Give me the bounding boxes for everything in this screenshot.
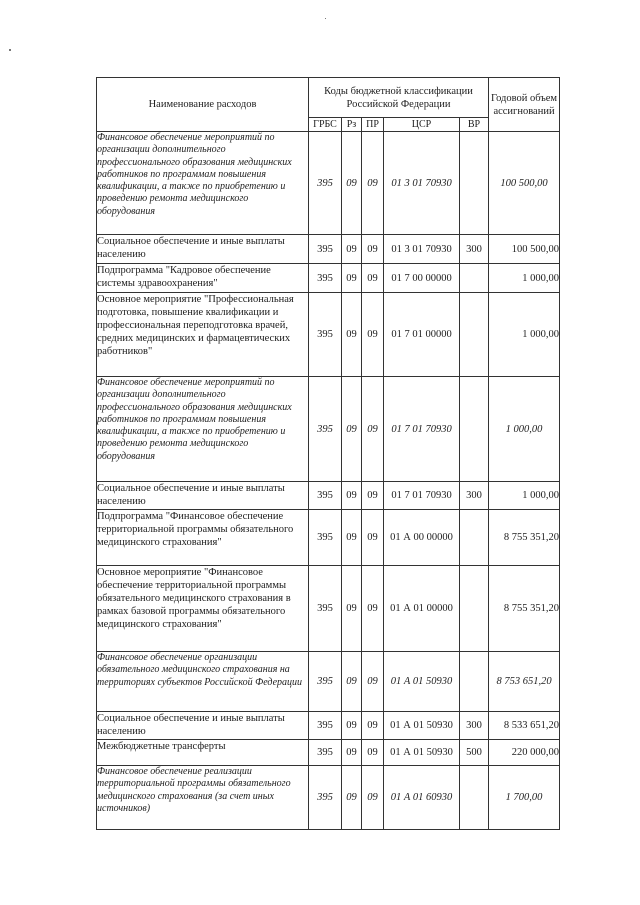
row-amount: 8 753 651,20 (489, 652, 560, 712)
table-row (97, 766, 560, 830)
header-volume: Годовой объем ассигнований (489, 78, 560, 132)
row-pr: 09 (362, 740, 384, 766)
row-pr: 09 (362, 264, 384, 293)
row-amount: 1 000,00 (489, 377, 560, 482)
row-amount: 8 755 351,20 (489, 510, 560, 566)
table-row (97, 264, 560, 293)
row-name: Финансовое обеспечение мероприятий по организации дополнительного профессионального образования медицинских работников по программам повышения квалификации, а также по приобретению и проведению ремонта медицинского оборудования (97, 132, 309, 235)
row-amount: 1 000,00 (489, 293, 560, 377)
row-name: Финансовое обеспечение реализации территориальной программы обязательного медицинского страхования (за счет иных источников) (97, 766, 309, 830)
row-csr: 01 3 01 70930 (384, 132, 460, 235)
row-csr: 01 А 01 50930 (384, 712, 460, 740)
row-grbs: 395 (309, 482, 342, 510)
row-pr: 09 (362, 652, 384, 712)
row-rz: 09 (342, 566, 362, 652)
row-vr (460, 566, 489, 652)
table-row (97, 377, 560, 482)
row-name: Социальное обеспечение и иные выплаты населению (97, 482, 309, 510)
row-rz: 09 (342, 264, 362, 293)
row-grbs: 395 (309, 377, 342, 482)
row-grbs: 395 (309, 264, 342, 293)
row-amount: 8 533 651,20 (489, 712, 560, 740)
row-csr: 01 А 01 00000 (384, 566, 460, 652)
row-amount: 8 755 351,20 (489, 566, 560, 652)
row-csr: 01 7 00 00000 (384, 264, 460, 293)
header-rz: Рз (342, 118, 362, 132)
row-vr (460, 377, 489, 482)
row-name: Социальное обеспечение и иные выплаты населению (97, 712, 309, 740)
row-pr: 09 (362, 712, 384, 740)
table-row (97, 740, 560, 766)
row-vr (460, 510, 489, 566)
row-vr (460, 132, 489, 235)
row-amount: 1 000,00 (489, 482, 560, 510)
row-rz: 09 (342, 652, 362, 712)
row-csr: 01 7 01 70930 (384, 377, 460, 482)
row-csr: 01 7 01 00000 (384, 293, 460, 377)
row-csr: 01 А 01 50930 (384, 652, 460, 712)
row-rz: 09 (342, 482, 362, 510)
row-name: Основное мероприятие "Финансовое обеспечение территориальной программы обязательного медицинского страхования в рамках базовой программы обязательного медицинского страхования" (97, 566, 309, 652)
table-row (97, 652, 560, 712)
row-name: Подпрограмма "Кадровое обеспечение системы здравоохранения" (97, 264, 309, 293)
row-rz: 09 (342, 766, 362, 830)
table-row (97, 510, 560, 566)
row-name: Финансовое обеспечение организации обязательного медицинского страхования на территориях субъектов Российской Федерации (97, 652, 309, 712)
row-csr: 01 А 00 00000 (384, 510, 460, 566)
row-vr: 300 (460, 235, 489, 264)
row-grbs: 395 (309, 132, 342, 235)
row-pr: 09 (362, 377, 384, 482)
budget-table (96, 77, 560, 830)
header-grbs: ГРБС (309, 118, 342, 132)
row-csr: 01 А 01 50930 (384, 740, 460, 766)
row-name: Финансовое обеспечение мероприятий по организации дополнительного профессионального образования медицинских работников по программам повышения квалификации, а также по приобретению и проведению ремонта медицинского оборудования (97, 377, 309, 482)
row-rz: 09 (342, 740, 362, 766)
row-rz: 09 (342, 510, 362, 566)
table-row (97, 132, 560, 235)
table-row (97, 293, 560, 377)
row-csr: 01 7 01 70930 (384, 482, 460, 510)
row-amount: 100 500,00 (489, 235, 560, 264)
row-name: Межбюджетные трансферты (97, 740, 309, 766)
row-rz: 09 (342, 293, 362, 377)
row-vr: 300 (460, 482, 489, 510)
row-name: Социальное обеспечение и иные выплаты населению (97, 235, 309, 264)
row-pr: 09 (362, 132, 384, 235)
row-pr: 09 (362, 510, 384, 566)
row-rz: 09 (342, 235, 362, 264)
row-grbs: 395 (309, 566, 342, 652)
scan-speck (325, 18, 326, 19)
header-csr: ЦСР (384, 118, 460, 132)
row-vr (460, 264, 489, 293)
row-grbs: 395 (309, 235, 342, 264)
row-grbs: 395 (309, 712, 342, 740)
scan-speck (9, 49, 11, 51)
row-pr: 09 (362, 235, 384, 264)
row-grbs: 395 (309, 740, 342, 766)
row-vr (460, 293, 489, 377)
row-csr: 01 3 01 70930 (384, 235, 460, 264)
row-rz: 09 (342, 712, 362, 740)
row-vr (460, 652, 489, 712)
row-pr: 09 (362, 566, 384, 652)
row-grbs: 395 (309, 766, 342, 830)
table-row (97, 566, 560, 652)
row-rz: 09 (342, 377, 362, 482)
row-vr: 500 (460, 740, 489, 766)
row-vr: 300 (460, 712, 489, 740)
row-pr: 09 (362, 293, 384, 377)
row-amount: 1 700,00 (489, 766, 560, 830)
table-row (97, 712, 560, 740)
header-vr: ВР (460, 118, 489, 132)
row-name: Основное мероприятие "Профессиональная подготовка, повышение квалификации и профессиональная переподготовка врачей, средних медицинских и фармацевтических работников" (97, 293, 309, 377)
row-amount: 100 500,00 (489, 132, 560, 235)
table-row (97, 482, 560, 510)
row-amount: 1 000,00 (489, 264, 560, 293)
row-pr: 09 (362, 482, 384, 510)
row-rz: 09 (342, 132, 362, 235)
row-amount: 220 000,00 (489, 740, 560, 766)
row-grbs: 395 (309, 652, 342, 712)
row-grbs: 395 (309, 293, 342, 377)
header-name: Наименование расходов (97, 78, 309, 132)
row-pr: 09 (362, 766, 384, 830)
row-vr (460, 766, 489, 830)
row-grbs: 395 (309, 510, 342, 566)
header-pr: ПР (362, 118, 384, 132)
row-name: Подпрограмма "Финансовое обеспечение территориальной программы обязательного медицинского страхования" (97, 510, 309, 566)
row-csr: 01 А 01 60930 (384, 766, 460, 830)
table-row (97, 235, 560, 264)
header-codes: Коды бюджетной классификации Российской Федерации (309, 78, 489, 118)
